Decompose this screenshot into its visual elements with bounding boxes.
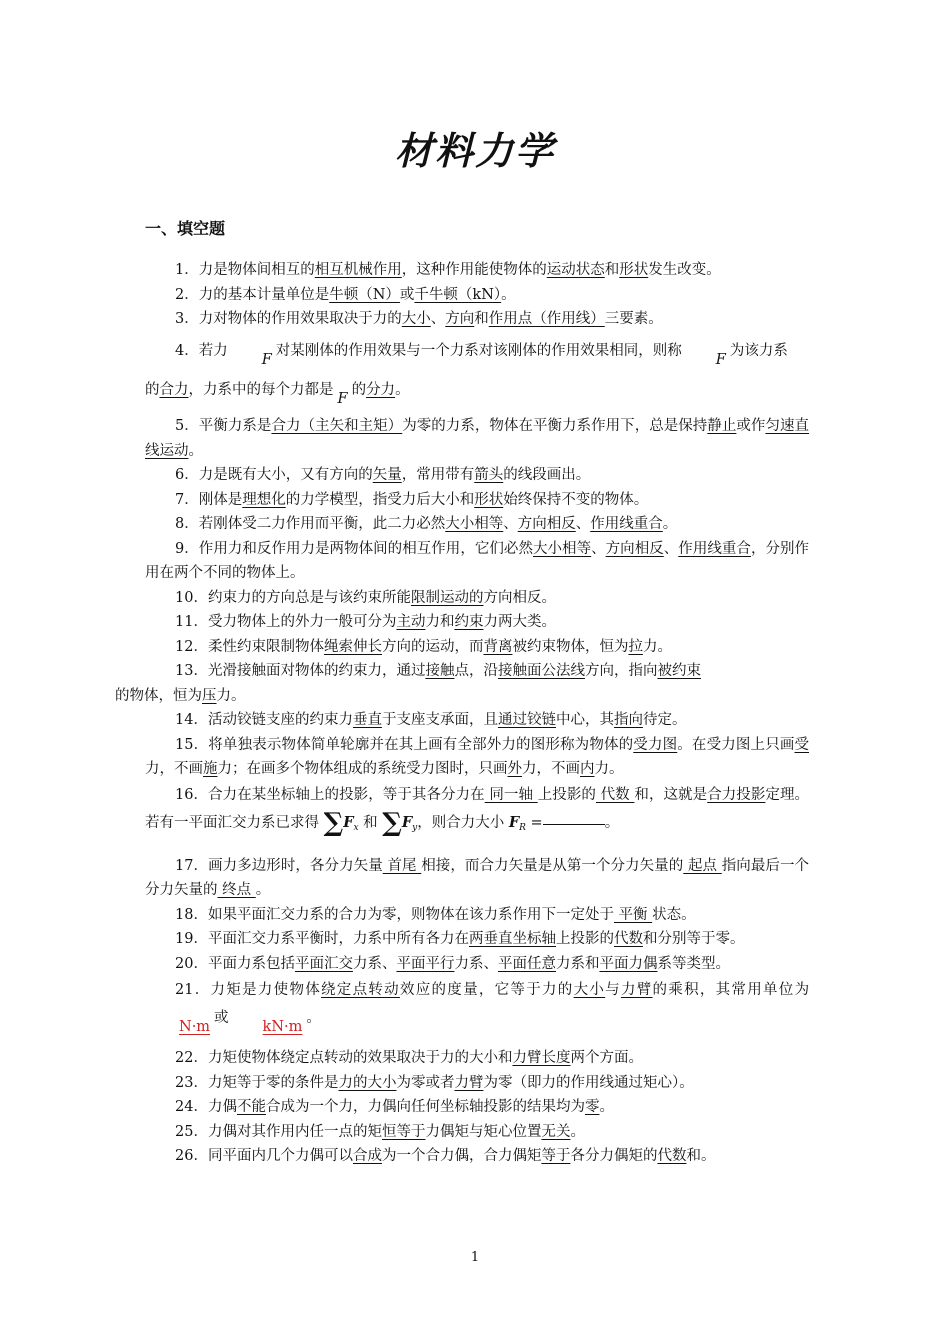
text-segment: 5． [175,418,199,434]
answer-blank: 两垂直坐标轴 [468,931,556,947]
answer-blank: 接触 [425,663,455,679]
text-segment: 24． [175,1099,208,1115]
text-segment: 力对物体的作用效果取决于力的 [198,311,402,327]
answer-blank: 力的大小 [338,1074,397,1091]
text-segment: ，常用带有 [401,467,475,483]
answer-blank: 终点 [217,882,256,898]
text-segment: 9． [175,540,199,557]
question-9 [145,537,809,586]
answer-blank: 作用线重合 [590,516,663,532]
force-variable: F [715,351,726,368]
answer-blank: 绕定点转动 [321,982,400,998]
text-segment: 平面汇交力系平衡时，力系中所有各力在 [207,931,469,947]
question-21 [145,976,810,1035]
text-segment: 14． [175,712,208,728]
text-segment: 上投影的 [537,786,596,803]
answer-blank: 平衡 [613,906,653,923]
text-segment: 力矩等于零的条件是 [207,1074,339,1091]
text-segment: 。 [604,814,620,831]
text-segment: 或 [214,1010,229,1026]
question-25 [145,1120,809,1145]
text-segment: 、 [591,540,606,557]
text-segment: 相接，而合力矢量是从第一个分力矢量的 [421,857,684,874]
text-segment: 被约束物体，恒为 [512,638,629,655]
answer-blank: 恒等于 [381,1123,426,1140]
text-segment: 。 [255,882,271,898]
answer-blank: 平面平行 [396,955,455,972]
text-segment: 系等类型。 [657,955,730,972]
text-segment: 同平面内几个力偶可以 [207,1148,353,1164]
text-segment: x [353,822,359,833]
text-segment: 的线段画出。 [503,467,591,483]
answer-blank: 合力（主矢和主矩） [271,418,403,434]
text-segment: 如果平面汇交力系的合力为零，则物体在该力系作用下一定处于 [207,906,614,923]
text-segment: 约束力的方向总是与该约束所能 [207,589,411,606]
text-segment: 点，沿 [454,663,498,679]
text-segment: 若刚体受二力作用而平衡，此二力必然 [198,516,446,532]
text-segment: 和 [363,814,378,831]
answer-blank: 箭头 [474,467,504,483]
text-segment: 力。 [216,687,246,704]
text-segment: 力是既有大小，又有方向的 [198,467,373,483]
text-segment: 8． [175,516,199,532]
answer-blank: 同一轴 [484,786,538,803]
question-8 [145,512,809,537]
answer-blank: 约束 [454,614,484,630]
text-segment: 。 [188,442,203,459]
question-10 [145,586,809,611]
text-segment: R [519,822,526,833]
text-segment: 状态。 [652,906,696,923]
text-segment: 4． [175,342,199,359]
text-segment: 1． [175,262,199,278]
question-list [115,258,810,1169]
text-segment: 7． [175,491,199,508]
unit-newton-meter: N·m [179,1019,211,1035]
question-17 [145,854,809,903]
answer-blank: 力臂 [620,982,653,998]
text-segment: 19． [175,931,208,947]
text-segment: 活动铰链支座的约束力 [207,712,353,728]
answer-blank: 大小相等 [445,516,504,532]
text-segment: 发生改变。 [648,262,721,278]
sigma-symbol: ∑ [382,807,402,838]
text-segment: 6． [175,467,199,483]
question-13 [115,659,809,708]
answer-blank: 相互机械作用 [314,262,402,278]
answer-blank: 作用点（作用线） [488,311,605,327]
text-segment: 和 [474,311,489,327]
text-segment: 力偶 [207,1099,237,1115]
text-segment: 为零的力系，物体在平衡力系作用下，总是保持 [402,418,708,434]
question-1 [145,258,809,283]
answer-blank: 合力 [159,381,189,398]
text-segment: 上投影的 [555,931,614,947]
text-segment: 18． [175,906,208,923]
text-segment: 的物体，恒为 [115,687,202,704]
text-segment: 。 [570,1123,585,1140]
answer-blank: 平面汇交 [294,955,353,972]
text-segment: 10． [175,589,208,606]
answer-blank: 背离 [483,638,513,655]
answer-blank: 压 [202,687,217,704]
answer-blank: 不能 [236,1099,266,1115]
empty-answer-blank [543,812,605,825]
text-segment: 。 [662,516,678,532]
answer-blank: 绳索伸长 [323,638,382,655]
text-segment: 方向的运动，而 [381,638,484,655]
question-22 [145,1046,809,1071]
text-segment: 15． [175,736,209,753]
text-segment: 各分力偶矩的 [570,1148,658,1164]
text-segment: 。在受力图上只画 [677,736,795,753]
text-segment: 光滑接触面对物体的约束力，通过 [207,663,426,679]
answer-blank: 零 [584,1099,600,1115]
answer-blank: 主动 [396,614,426,630]
text-segment: 柔性约束限制物体 [207,638,324,655]
answer-blank: 平面力偶 [599,955,658,972]
text-segment: 合力在某坐标轴上的投影，等于其各分力在 [208,786,485,803]
question-18 [145,903,809,928]
text-segment: 力偶对其作用内任一点的矩 [207,1123,382,1140]
text-segment: 23． [175,1074,208,1091]
answer-blank: 作用线重合 [678,540,751,557]
text-segment: 于支座支承面，且 [381,712,498,728]
question-5 [145,414,809,463]
text-segment: 11． [175,614,208,630]
answer-blank: 受 [794,736,810,753]
text-segment: 。 [599,1099,614,1115]
text-segment: 、 [575,516,591,532]
text-segment: 和分别等于零。 [642,931,745,947]
answer-blank: 外 [507,761,522,777]
answer-blank: 限制运动的 [410,589,484,606]
text-segment: 12． [175,638,208,655]
text-segment: 定理。若有一平面汇交力系已求得 [145,786,810,831]
answer-blank: 方向相反 [517,516,576,532]
text-segment: 力系和 [555,955,600,972]
page-title: 材料力学 [394,129,555,173]
answer-blank: 形状 [474,491,504,508]
text-segment: 20． [175,955,208,972]
text-segment: 和。 [686,1148,716,1164]
answer-blank: 接触面公法线 [497,663,585,679]
page-number: 1 [470,1250,480,1265]
text-segment: 若力 [198,342,228,359]
answer-blank: 等于 [541,1148,571,1164]
answer-blank: 施 [203,761,218,777]
answer-blank: 方向相反 [605,540,664,557]
question-7 [145,488,809,513]
force-y: F [401,813,413,831]
text-segment: 力。 [642,638,672,655]
answer-blank: 力臂长度 [512,1050,571,1066]
text-segment: 力；在画多个物体组成的系统受力图时，只画 [217,761,508,777]
text-segment: 与 [605,982,621,998]
text-segment: 21． [175,982,211,998]
text-segment: 、 [503,516,518,532]
answer-blank: 分力 [366,381,396,398]
text-segment: 方向相反。 [483,589,556,606]
text-segment: 3． [175,311,199,327]
text-segment: 对某刚体的作用效果与一个力系对该刚体的作用效果相同，则称 [275,342,682,359]
answer-blank: 匀速直线运动 [145,418,810,459]
answer-blank: 矢量 [372,467,402,483]
text-segment: 力系、 [352,955,397,972]
answer-blank: 指向 [613,712,643,728]
text-segment: 力矩是力使物体 [210,982,322,998]
text-segment: 始终保持不变的物体。 [503,491,649,508]
text-segment: 中心，其 [555,712,614,728]
answer-blank: 代数 [613,931,643,947]
text-segment: 26． [175,1148,208,1164]
text-segment: ，这种作用能使物体的 [401,262,547,278]
section-heading: 一、填空题 [145,219,226,238]
question-2 [145,283,809,308]
text-segment: 或 [399,286,415,303]
force-variable: F [261,351,272,368]
force-variable: F [337,390,348,407]
answer-blank: 代数 [595,786,635,803]
question-11 [145,610,809,635]
answer-blank: 大小 [573,982,606,998]
answer-blank: 静止 [707,418,737,434]
text-segment: y [412,822,418,833]
answer-blank: 通过铰链 [497,712,556,728]
unit-kilonewton-meter: kN·m [262,1019,303,1035]
answer-blank: 被约束 [657,663,701,679]
text-segment: 两个方面。 [570,1050,643,1066]
text-segment: 指向最后一个分力矢量的 [145,857,810,898]
text-segment: 待定。 [642,712,687,728]
resultant-force: F [508,813,520,831]
answer-blank: 形状 [619,262,649,278]
answer-blank: 牛顿（N） [329,286,400,303]
answer-blank: 运动状态 [546,262,605,278]
text-segment: 和 [604,262,620,278]
text-segment: 25． [175,1123,208,1140]
answer-blank: 力臂 [454,1074,484,1091]
text-segment: 方向，指向 [584,663,658,679]
text-segment: 22． [175,1050,208,1066]
question-20 [145,952,809,977]
text-segment: 的乘积，其常用单位为 [652,982,810,998]
text-segment: 16． [175,786,209,803]
text-segment: 。 [395,381,410,398]
answer-blank: 起点 [683,857,722,874]
text-segment: 力是物体间相互的 [198,262,315,278]
text-segment: 2． [175,286,199,303]
answer-blank: 代数 [657,1148,687,1164]
text-segment: 刚体是 [198,491,243,508]
answer-blank: 大小相等 [532,540,592,557]
answer-blank: 合成 [352,1148,382,1164]
text-segment: 作用力和反作用力是两物体间的相互作用，它们必然 [198,540,533,557]
text-segment: 合成为一个力，力偶向任何坐标轴投影的结果均为 [265,1099,585,1115]
question-6 [145,463,809,488]
text-segment: 17． [175,857,209,874]
answer-blank: 方向 [445,311,475,327]
text-segment: 画力多边形时，各分力矢量 [208,857,383,874]
text-segment: 力系、 [454,955,498,972]
question-12 [145,635,809,660]
text-segment: 。 [501,286,516,303]
question-14 [145,708,809,733]
answer-blank: 大小 [401,311,431,327]
answer-blank: 千牛顿（kN） [414,286,502,303]
text-segment: 为零或者 [396,1074,455,1091]
text-segment: ，力系中的每个力都是 [188,381,334,398]
text-segment: 。 [306,1010,321,1026]
question-4-cont [145,378,809,407]
text-segment: 、 [430,311,446,327]
text-segment: 为一个合力偶，合力偶矩 [381,1148,542,1164]
force-x: F [343,813,354,831]
text-segment: 效应的度量，它等于力的 [399,982,574,998]
text-segment: 平面力系包括 [207,955,295,972]
text-segment: 的 [351,381,367,398]
answer-blank: 拉 [628,638,643,655]
text-segment: = [530,814,543,831]
text-segment: 力和 [425,614,455,630]
answer-blank: 理想化 [242,491,286,508]
text-segment: 力偶矩与矩心位置 [425,1123,542,1140]
text-segment: 、 [663,540,679,557]
text-segment: 三要素。 [604,311,663,327]
question-26 [145,1144,809,1169]
question-3 [145,307,809,332]
text-segment: 将单独表示物体简单轮廓并在其上画有全部外力的图形称为物体的 [208,736,634,753]
text-segment: 力，不画 [145,761,203,777]
sigma-symbol: ∑ [323,807,344,838]
question-15 [145,733,809,782]
question-4 [145,338,809,368]
question-16 [145,782,809,842]
answer-blank: 首尾 [382,857,422,874]
answer-blank: 平面任意 [497,955,556,972]
answer-blank: 无关 [541,1123,571,1140]
answer-blank: 受力图 [633,736,678,753]
text-segment: 力，不画 [522,761,580,777]
text-segment: ，则合力大小 [417,814,505,831]
text-segment: ，分别作用在两个不同的物体上。 [145,540,810,581]
question-24 [145,1095,809,1120]
text-segment: 平衡力系是 [198,418,272,434]
answer-blank: 垂直 [352,712,382,728]
question-23 [145,1071,809,1096]
text-segment: 力矩使物体绕定点转动的效果取决于力的大小和 [207,1050,513,1066]
question-19 [145,927,809,952]
text-segment: 力的基本计量单位是 [198,286,330,303]
text-segment: 力两大类。 [483,614,556,630]
text-segment: 的 [145,381,160,398]
answer-blank: 内 [580,761,595,777]
text-segment: 为该力系 [729,342,788,359]
text-segment: 受力物体上的外力一般可分为 [207,614,397,630]
text-segment: 的力学模型，指受力后大小和 [285,491,475,508]
text-segment: 或作 [736,418,766,434]
text-segment: 13． [175,663,208,679]
text-segment: 和，这就是 [634,786,708,803]
text-segment: 力。 [594,761,624,777]
text-segment: 为零（即力的作用线通过矩心）。 [483,1074,694,1091]
answer-blank: 合力投影 [707,786,766,803]
